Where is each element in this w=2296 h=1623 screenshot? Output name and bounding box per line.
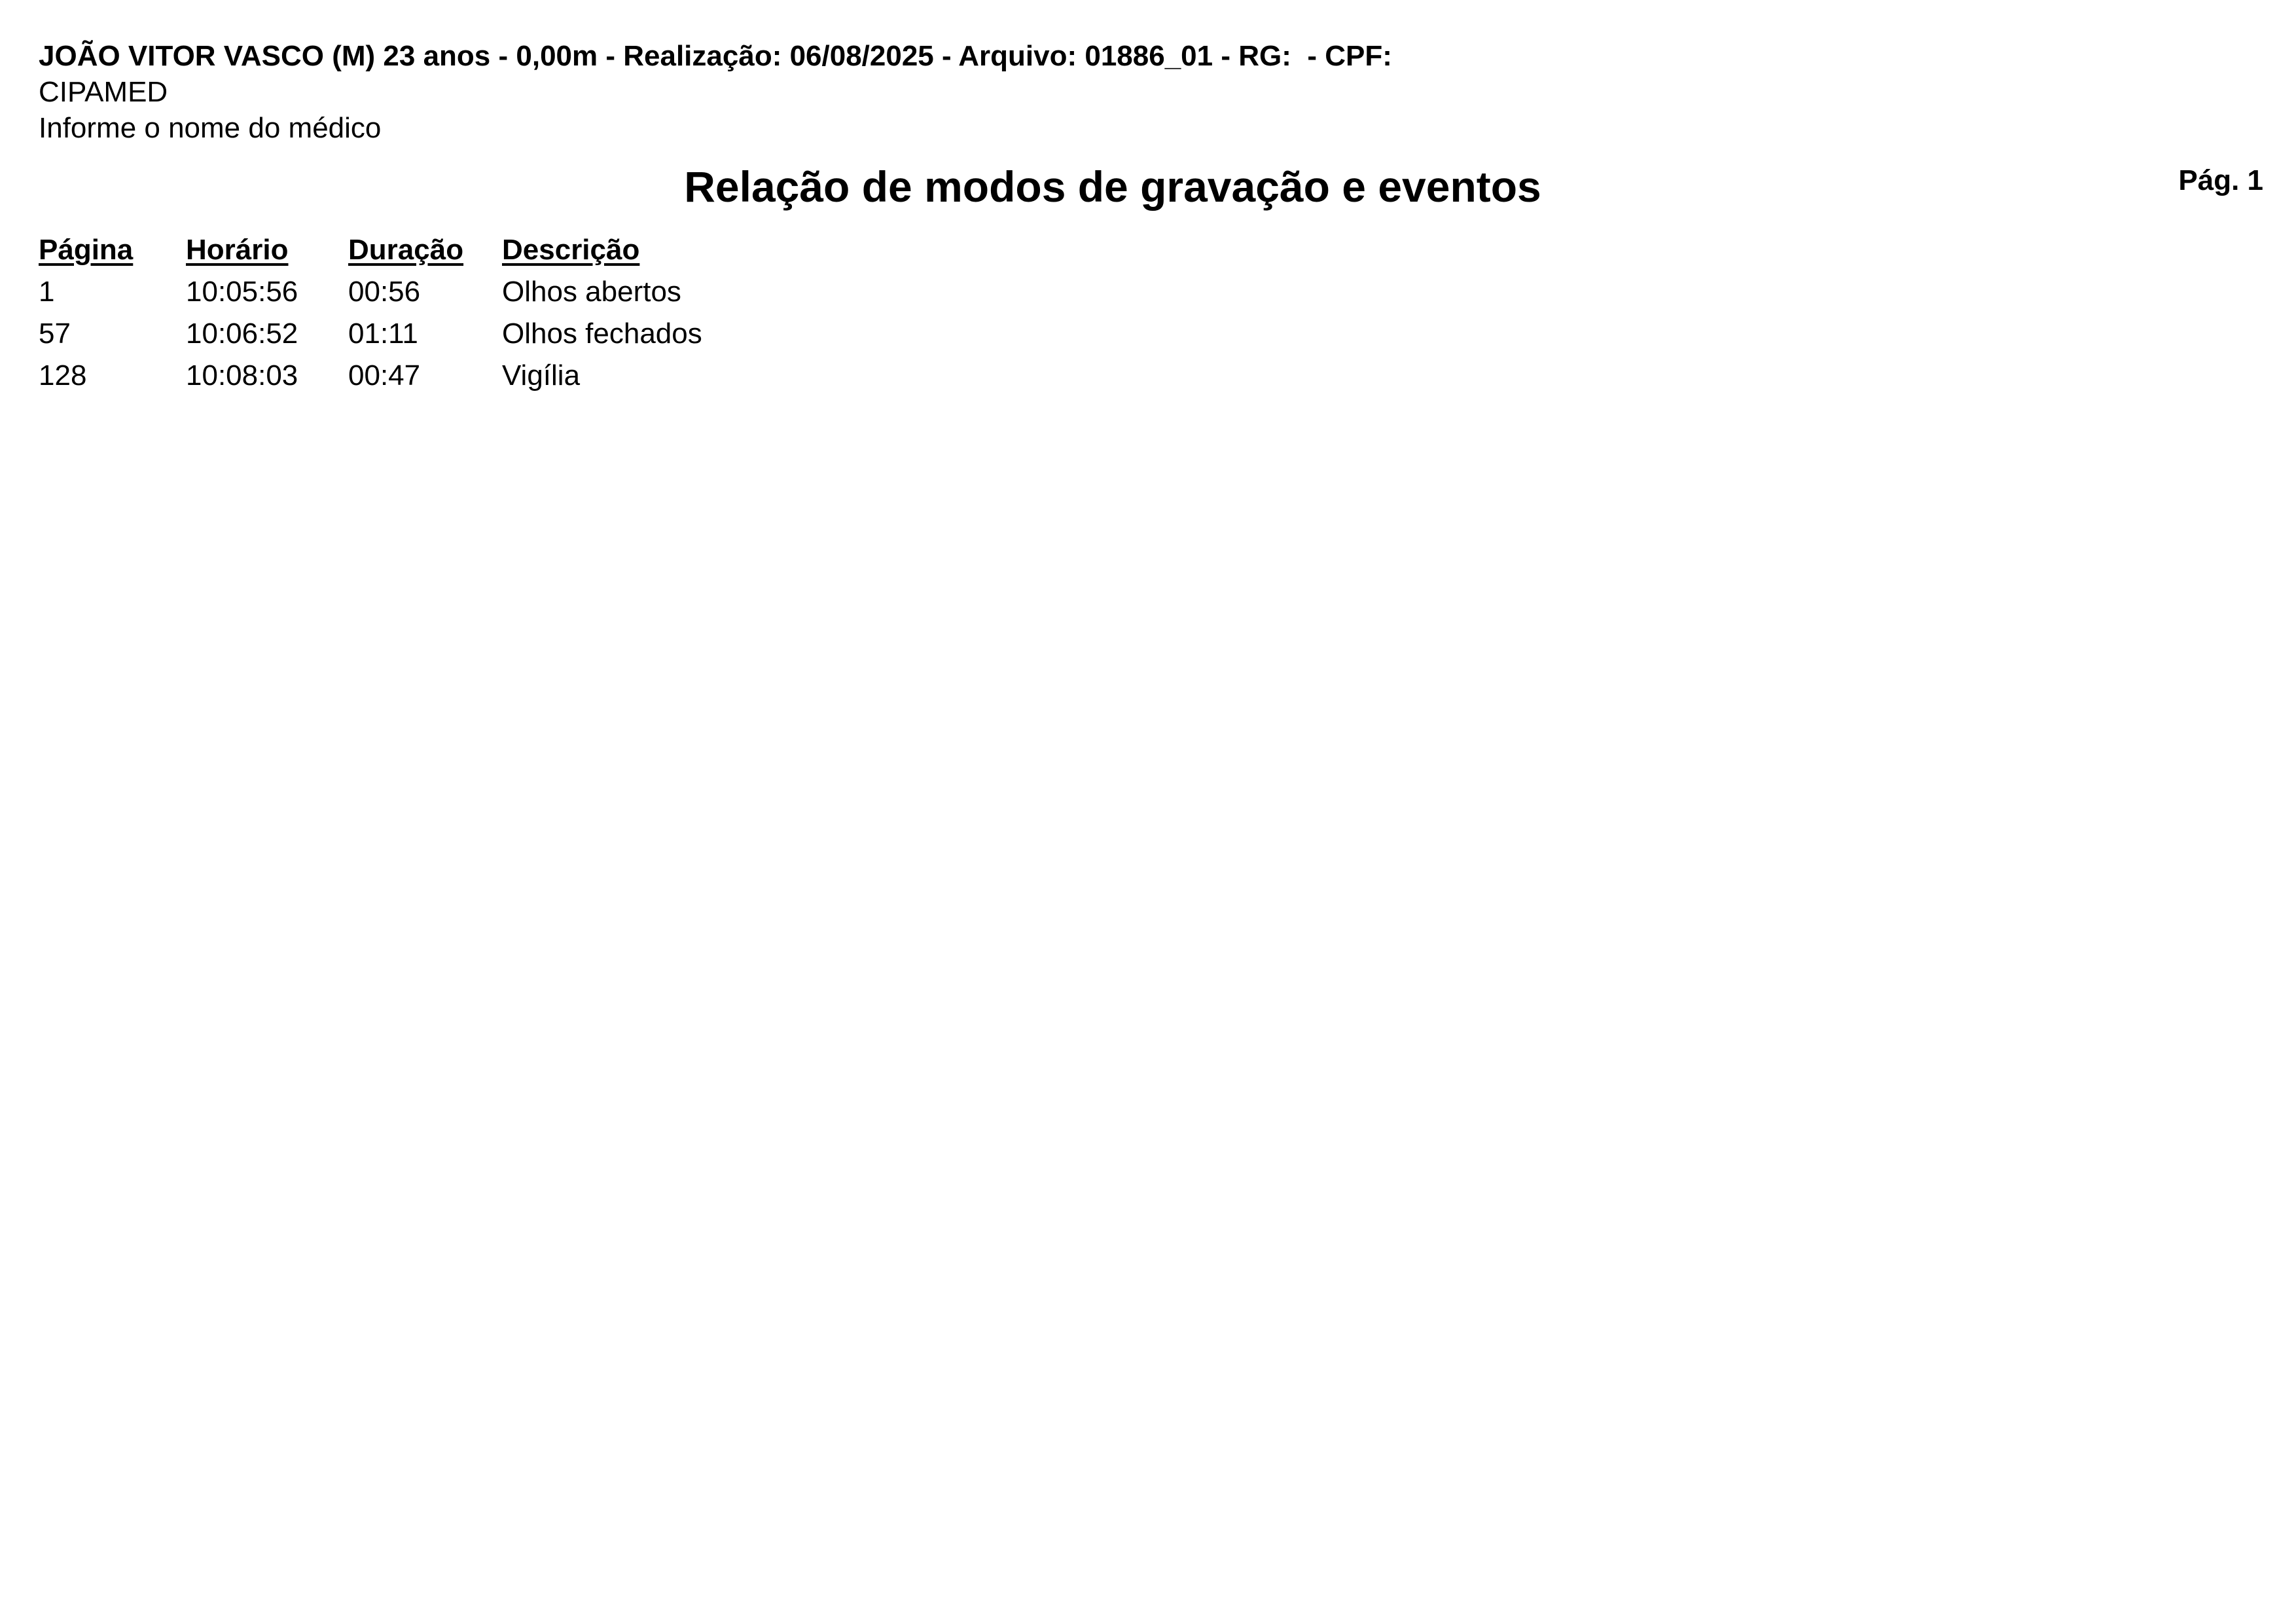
column-header-time: Horário: [186, 234, 289, 266]
cell-time: 10:06:52: [186, 318, 298, 350]
table-row: [39, 313, 764, 355]
cell-page: 128: [39, 359, 87, 392]
table-row: [39, 271, 764, 313]
cell-time: 10:05:56: [186, 276, 298, 308]
table-header-row: [39, 229, 764, 271]
cell-duration: 00:56: [348, 276, 421, 308]
doctor-name: Informe o nome do médico: [39, 112, 382, 144]
clinic-name: CIPAMED: [39, 76, 168, 108]
cell-description: Vigília: [502, 359, 581, 392]
page-number: Pág. 1: [2178, 164, 2263, 196]
table-row: [39, 355, 764, 397]
cell-page: 57: [39, 318, 71, 350]
cell-description: Olhos fechados: [502, 318, 702, 350]
patient-info-line: JOÃO VITOR VASCO (M) 23 anos - 0,00m - Realização: 06/08/2025 - Arquivo: 01886_01 - RG: - CPF:: [39, 40, 1392, 72]
document-header: [39, 38, 1392, 146]
cell-description: Olhos abertos: [502, 276, 681, 308]
cell-duration: 01:11: [348, 318, 418, 350]
events-table: [39, 229, 764, 397]
cell-duration: 00:47: [348, 359, 421, 392]
cell-page: 1: [39, 276, 55, 308]
column-header-page: Página: [39, 234, 134, 266]
column-header-duration: Duração: [348, 234, 464, 266]
cell-time: 10:08:03: [186, 359, 298, 392]
report-title: Relação de modos de gravação e eventos: [684, 162, 1541, 211]
column-header-description: Descrição: [502, 234, 640, 266]
